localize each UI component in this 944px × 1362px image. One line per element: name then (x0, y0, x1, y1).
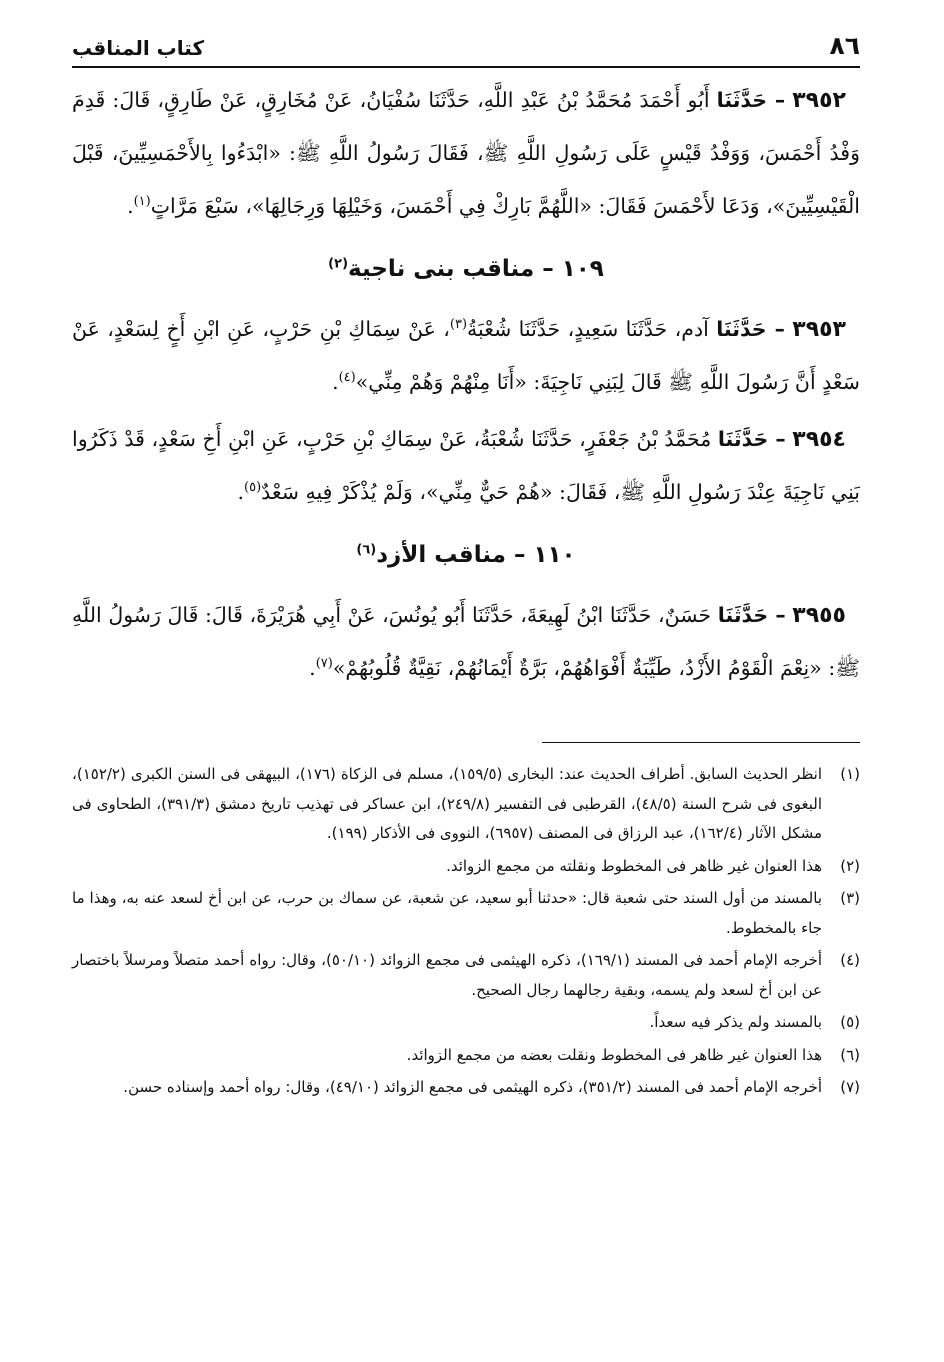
narration-formula: حَدَّثَنَا (717, 427, 769, 451)
hadith-3953: ٣٩٥٣ – حَدَّثَنَا آدم، حَدَّثَنَا سَعِيدٍ، حَدَّثَنَا شُعْبَةُ$^{(٣)}$، عَنْ سِمَاكِ بْنِ حَرْبٍ، عَنِ ابْنِ أَخٍ لِسَعْدٍ، عَنْ سَعْدٍ أَنَّ رَسُولَ اللَّهِ ﷺ قَالَ لِبَنِي نَاجِيَةَ: «أَنَا مِنْهُمْ وَهُمْ مِنِّي»$^{(٤)}$. (72, 317, 860, 394)
footnote-7 (72, 1073, 860, 1103)
footnote-ref[interactable]: (٧) (315, 656, 333, 672)
footnote-6 (72, 1041, 860, 1071)
footnote-ref[interactable]: (٥) (244, 480, 262, 496)
narration-formula: حَدَّثَنَا (716, 317, 767, 341)
hadith-text: مُحَمَّدُ بْنُ جَعْفَرٍ، حَدَّثَنَا شُعْبَةُ، عَنْ سِمَاكِ بْنِ حَرْبٍ، عَنِ ابْنِ أَخِ سَعْدٍ، قَدْ ذَكَرُوا بَنِي نَاجِيَةَ عِنْدَ رَسُولِ اللَّهِ ﷺ، فَقَالَ: «هُمْ حَيٌّ مِنِّي»، وَلَمْ يُذْكَرْ فِيهِ سَعْدٌ (72, 427, 860, 504)
footnote-ref[interactable]: (١) (133, 194, 151, 210)
footnote-text: انظر الحديث السابق. أطراف الحديث عند: البخارى (١٥٩/٥)، مسلم فى الزكاة (١٧٦)، البيهقى فى السنن الكبرى (١٥٢/٢)، البغوى فى شرح السنة (٤٨/٥)، القرطبى فى التفسير (٢٤٩/٨)، ابن عساكر فى تهذيب تاريخ دمشق (٣٩١/٣)، الطحاوى فى مشكل الآثار (١٦٢/٤)، عبد الرزاق فى المصنف (٦٩٥٧)، النووى فى الأذكار (١٩٩). (72, 765, 823, 842)
narration-formula: حَدَّثَنَا (717, 603, 769, 627)
footnote-number: (٤) (840, 951, 860, 969)
book-title: كتاب المناقب (72, 36, 205, 60)
footnote-number: (٥) (840, 1013, 860, 1031)
hadith-text: أَبُو أَحْمَدَ مُحَمَّدُ بْنُ عَبْدِ اللَّهِ، حَدَّثَنَا سُفْيَانُ، عَنْ مُخَارِقٍ، عَنْ طَارِقٍ، قَالَ: قَدِمَ وَفْدُ أَحْمَسَ، وَوَفْدُ قَيْسٍ عَلَى رَسُولِ اللَّهِ ﷺ، فَقَالَ رَسُولُ اللَّهِ ﷺ: «ابْدَءُوا بِالأَحْمَسِيِّينَ، قَبْلَ الْقَيْسِيِّينَ»، وَدَعَا لأَحْمَسَ فَقَالَ: «اللَّهُمَّ بَارِكْ فِي أَحْمَسَ، وَخَيْلِهَا وَرِجَالِهَا»، سَبْعَ مَرَّاتٍ (72, 88, 860, 218)
footnote-5 (72, 1008, 860, 1038)
footnote-ref[interactable]: (٦) (356, 542, 377, 558)
page-number: ٨٦ (829, 31, 860, 60)
footnote-text: أخرجه الإمام أحمد فى المسند (١٦٩/١)، ذكره الهيثمى فى مجمع الزوائد (٥٠/١٠)، وقال: رواه أحمد متصلاً ومرسلاً باختصار عن ابن أخ لسعد ولم يسمه، وبقية رجالهما رجال الصحيح. (72, 951, 822, 999)
hadith-3955: ٣٩٥٥ – حَدَّثَنَا حَسَنٌ، حَدَّثَنَا ابْنُ لَهِيعَةَ، حَدَّثَنَا أَبُو يُونُسَ، عَنْ أَبِي هُرَيْرَةَ، قَالَ: قَالَ رَسُولُ اللَّهِ ﷺ: «نِعْمَ الْقَوْمُ الأَزْدُ، طَيِّبَةٌ أَفْوَاهُهُمْ، بَرَّةٌ أَيْمَانُهُمْ، نَقِيَّةٌ قُلُوبُهُمْ»$^{(٧)}$. (72, 603, 860, 680)
footnote-ref[interactable]: (٢) (328, 256, 349, 272)
hadith-number: ٣٩٥٢ (792, 88, 846, 113)
footnote-3 (72, 884, 860, 943)
hadith-3954: ٣٩٥٤ – حَدَّثَنَا مُحَمَّدُ بْنُ جَعْفَرٍ، حَدَّثَنَا شُعْبَةُ، عَنْ سِمَاكِ بْنِ حَرْبٍ، عَنِ ابْنِ أَخِ سَعْدٍ، قَدْ ذَكَرُوا بَنِي نَاجِيَةَ عِنْدَ رَسُولِ اللَّهِ ﷺ، فَقَالَ: «هُمْ حَيٌّ مِنِّي»، وَلَمْ يُذْكَرْ فِيهِ سَعْدٌ$^{(٥)}$. (72, 427, 860, 504)
footnote-text: أخرجه الإمام أحمد فى المسند (٣٥١/٢)، ذكره الهيثمى فى مجمع الزوائد (٤٩/١٠)، وقال: رواه أحمد وإسناده حسن. (123, 1078, 822, 1096)
footnote-number: (٣) (840, 889, 860, 907)
footnote-text: هذا العنوان غير ظاهر فى المخطوط ونقلته من مجمع الزوائد. (446, 856, 822, 875)
footnote-number: (١) (840, 765, 860, 783)
main-text (72, 74, 860, 699)
footnote-ref[interactable]: (٤) (338, 370, 356, 386)
hadith-3952: ٣٩٥٢ – حَدَّثَنَا أَبُو أَحْمَدَ مُحَمَّدُ بْنُ عَبْدِ اللَّهِ، حَدَّثَنَا سُفْيَانُ، عَنْ مُخَارِقٍ، عَنْ طَارِقٍ، قَالَ: قَدِمَ وَفْدُ أَحْمَسَ، وَوَفْدُ قَيْسٍ عَلَى رَسُولِ اللَّهِ ﷺ، فَقَالَ رَسُولُ اللَّهِ ﷺ: «ابْدَءُوا بِالأَحْمَسِيِّينَ، قَبْلَ الْقَيْسِيِّينَ»، وَدَعَا لأَحْمَسَ فَقَالَ: «اللَّهُمَّ بَارِكْ فِي أَحْمَسَ، وَخَيْلِهَا وَرِجَالِهَا»، سَبْعَ مَرَّاتٍ$^{(١)}$. (72, 88, 860, 218)
footnote-number: (٦) (840, 1045, 860, 1064)
footnote-number: (٧) (840, 1078, 860, 1096)
hadith-text: ، عَنْ سِمَاكِ بْنِ حَرْبٍ، عَنِ ابْنِ أَخٍ لِسَعْدٍ، عَنْ سَعْدٍ أَنَّ رَسُولَ اللَّهِ ﷺ قَالَ لِبَنِي نَاجِيَةَ: «أَنَا مِنْهُمْ وَهُمْ مِنِّي» (72, 317, 860, 394)
section-title-text: ١٠٩ – مناقب بنى ناجية (348, 256, 604, 282)
footnote-4 (72, 946, 860, 1005)
footnotes (72, 760, 860, 1106)
footnote-separator (542, 742, 860, 743)
footnote-text: بالمسند ولم يذكر فيه سعداً. (649, 1013, 822, 1031)
footnote-number: (٢) (840, 856, 860, 875)
hadith-text: حَسَنٌ، حَدَّثَنَا ابْنُ لَهِيعَةَ، حَدَّثَنَا أَبُو يُونُسَ، عَنْ أَبِي هُرَيْرَةَ، قَالَ: قَالَ رَسُولُ اللَّهِ ﷺ: «نِعْمَ الْقَوْمُ الأَزْدُ، طَيِّبَةٌ أَفْوَاهُهُمْ، بَرَّةٌ أَيْمَانُهُمْ، نَقِيَّةٌ قُلُوبُهُمْ» (72, 603, 860, 680)
footnote-ref[interactable]: (٣) (449, 317, 468, 333)
hadith-number: ٣٩٥٣ (792, 317, 846, 342)
footnote-1 (72, 760, 860, 849)
footnote-text: هذا العنوان غير ظاهر فى المخطوط ونقلت بعضه من مجمع الزوائد. (406, 1045, 822, 1064)
running-header (72, 26, 860, 68)
section-title-text: ١١٠ – مناقب الأزد (376, 542, 576, 568)
hadith-number: ٣٩٥٥ (792, 603, 846, 628)
footnote-2 (72, 852, 860, 882)
section-title-109 (72, 241, 860, 297)
hadith-text: آدم، حَدَّثَنَا سَعِيدٍ، حَدَّثَنَا شُعْبَةُ (467, 317, 709, 341)
hadith-number: ٣٩٥٤ (792, 427, 846, 452)
footnote-text: بالمسند من أول السند حتى شعبة قال: «حدثنا أبو سعيد، عن شعبة، عن سماك بن حرب، عن ابن أخ لسعد عنه به، وهذا ما جاء بالمخطوط. (72, 889, 822, 937)
section-title-110 (72, 527, 860, 583)
narration-formula: حَدَّثَنَا (716, 88, 768, 112)
